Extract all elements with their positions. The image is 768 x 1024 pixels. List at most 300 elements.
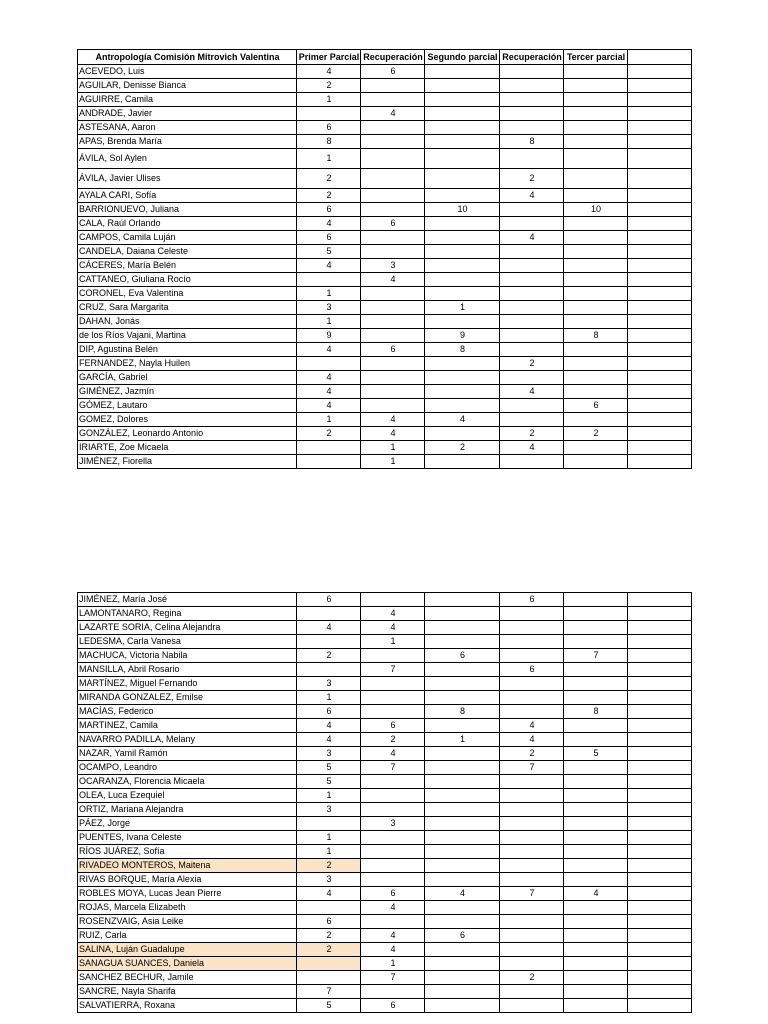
table-row — [78, 817, 692, 831]
grade-cell — [564, 343, 628, 357]
table-row — [78, 593, 692, 607]
student-name: OLEA, Luca Ezequiel — [78, 789, 297, 803]
grade-cell — [425, 747, 500, 761]
grade-cell — [628, 231, 692, 245]
student-name: CANDELA, Daiana Celeste — [78, 245, 297, 259]
grade-cell — [361, 315, 425, 329]
grade-cell: 4 — [361, 621, 425, 635]
grade-cell — [628, 999, 692, 1013]
grade-cell — [628, 245, 692, 259]
grade-cell: 1 — [425, 301, 500, 315]
grade-cell — [564, 455, 628, 469]
grade-cell: 3 — [361, 259, 425, 273]
grade-cell: 2 — [361, 733, 425, 747]
student-name: OCARANZA, Florencia Micaela — [78, 775, 297, 789]
student-name: JIMÉNEZ, Fiorella — [78, 455, 297, 469]
table-row — [78, 357, 692, 371]
grade-cell: 4 — [297, 343, 361, 357]
grade-cell — [361, 593, 425, 607]
student-name: ASTESANA, Aaron — [78, 121, 297, 135]
grade-cell: 4 — [500, 733, 564, 747]
header-empty — [628, 50, 692, 65]
grade-cell — [361, 189, 425, 203]
grade-cell — [628, 887, 692, 901]
grade-cell — [628, 455, 692, 469]
grade-cell — [425, 121, 500, 135]
grade-cell: 9 — [425, 329, 500, 343]
grade-cell — [628, 719, 692, 733]
grade-cell: 6 — [425, 649, 500, 663]
grade-cell — [361, 649, 425, 663]
grade-cell — [564, 135, 628, 149]
grade-cell: 4 — [297, 719, 361, 733]
grade-cell — [564, 607, 628, 621]
student-name: MACHUCA, Victoria Nabila — [78, 649, 297, 663]
grade-cell — [564, 943, 628, 957]
student-name: ROJAS, Marcela Elizabeth — [78, 901, 297, 915]
grade-cell: 1 — [425, 733, 500, 747]
table-row — [78, 845, 692, 859]
grade-cell — [564, 845, 628, 859]
grade-cell — [361, 789, 425, 803]
grade-cell: 4 — [500, 231, 564, 245]
grade-cell — [297, 357, 361, 371]
grade-cell — [628, 775, 692, 789]
table-row — [78, 663, 692, 677]
grade-cell — [425, 775, 500, 789]
table-row — [78, 775, 692, 789]
grade-cell — [564, 761, 628, 775]
grade-cell: 2 — [297, 169, 361, 189]
table-row — [78, 259, 692, 273]
grade-cell — [564, 621, 628, 635]
grade-cell: 2 — [297, 943, 361, 957]
grade-cell — [564, 231, 628, 245]
grade-cell: 4 — [297, 399, 361, 413]
grade-cell — [425, 357, 500, 371]
grade-cell — [628, 273, 692, 287]
grade-cell: 5 — [297, 999, 361, 1013]
grade-cell — [500, 873, 564, 887]
grade-cell — [564, 733, 628, 747]
grade-cell — [564, 189, 628, 203]
grade-cell: 8 — [564, 329, 628, 343]
table-row — [78, 231, 692, 245]
grade-cell — [500, 775, 564, 789]
student-name: CATTANEO, Giuliana Rocío — [78, 273, 297, 287]
grade-cell — [361, 149, 425, 169]
grade-cell — [297, 107, 361, 121]
student-name: FERNANDEZ, Nayla Huilen — [78, 357, 297, 371]
grade-cell — [628, 93, 692, 107]
student-name: CORONEL, Eva Valentina — [78, 287, 297, 301]
student-name: ORTIZ, Mariana Alejandra — [78, 803, 297, 817]
grade-cell: 4 — [361, 607, 425, 621]
table-row — [78, 189, 692, 203]
grade-cell: 4 — [361, 413, 425, 427]
grade-cell — [425, 845, 500, 859]
student-name: RIVAS BORQUE, María Alexia — [78, 873, 297, 887]
grade-cell — [564, 259, 628, 273]
grade-cell — [500, 93, 564, 107]
grade-cell — [564, 315, 628, 329]
grade-cell — [564, 107, 628, 121]
grade-cell — [425, 957, 500, 971]
grade-cell — [361, 691, 425, 705]
grade-cell: 1 — [297, 149, 361, 169]
grade-cell — [297, 441, 361, 455]
table-row — [78, 915, 692, 929]
grade-cell — [425, 663, 500, 677]
grade-cell — [500, 915, 564, 929]
grade-cell: 9 — [297, 329, 361, 343]
table-row — [78, 169, 692, 189]
grade-cell — [425, 691, 500, 705]
table-row — [78, 79, 692, 93]
grade-cell — [628, 635, 692, 649]
grade-cell: 4 — [361, 901, 425, 915]
grade-cell: 4 — [361, 747, 425, 761]
grade-cell — [297, 901, 361, 915]
grade-cell — [628, 343, 692, 357]
student-name: MANSILLA, Abril Rosario — [78, 663, 297, 677]
grade-cell — [297, 273, 361, 287]
grade-cell — [425, 231, 500, 245]
grade-cell — [564, 957, 628, 971]
grade-cell — [297, 455, 361, 469]
grade-cell: 5 — [297, 761, 361, 775]
grade-cell: 3 — [297, 803, 361, 817]
table-row — [78, 887, 692, 901]
grade-cell: 2 — [425, 441, 500, 455]
student-name: RÍOS JUÁREZ, Sofía — [78, 845, 297, 859]
student-name: AGUIRRE, Camila — [78, 93, 297, 107]
grade-cell — [564, 985, 628, 999]
grade-cell — [564, 413, 628, 427]
grade-cell: 4 — [361, 943, 425, 957]
grade-cell — [425, 427, 500, 441]
student-name: PUENTES, Ivana Celeste — [78, 831, 297, 845]
grade-cell — [361, 371, 425, 385]
grade-cell — [425, 371, 500, 385]
grade-cell — [500, 845, 564, 859]
grade-cell: 2 — [564, 427, 628, 441]
grade-cell — [564, 217, 628, 231]
student-name: BARRIONUEVO, Juliana — [78, 203, 297, 217]
grade-cell: 2 — [297, 929, 361, 943]
grade-cell — [564, 121, 628, 135]
grade-cell: 1 — [297, 413, 361, 427]
student-name: SANCHEZ BECHUR, Jamile — [78, 971, 297, 985]
grade-cell — [297, 635, 361, 649]
grade-cell: 4 — [361, 929, 425, 943]
grade-cell — [628, 607, 692, 621]
grade-cell — [628, 733, 692, 747]
grade-cell — [361, 357, 425, 371]
grade-cell: 8 — [425, 343, 500, 357]
grade-cell — [500, 259, 564, 273]
grade-cell — [564, 691, 628, 705]
grade-cell — [425, 971, 500, 985]
grade-cell — [425, 93, 500, 107]
student-name: JIMÉNEZ, María José — [78, 593, 297, 607]
grade-cell — [628, 217, 692, 231]
grade-cell — [361, 329, 425, 343]
grade-cell — [425, 287, 500, 301]
grade-cell — [425, 79, 500, 93]
grade-cell — [425, 761, 500, 775]
grade-cell: 7 — [564, 649, 628, 663]
grade-cell: 5 — [297, 245, 361, 259]
table-row — [78, 929, 692, 943]
grade-cell: 1 — [297, 315, 361, 329]
grade-cell — [425, 873, 500, 887]
grade-cell: 4 — [500, 441, 564, 455]
grade-cell — [425, 817, 500, 831]
grade-cell — [564, 635, 628, 649]
grade-cell — [628, 399, 692, 413]
grades-table-bottom — [77, 592, 692, 1013]
grade-cell — [297, 817, 361, 831]
grade-cell: 4 — [361, 107, 425, 121]
student-name: SANCRE, Nayla Sharifa — [78, 985, 297, 999]
grade-cell — [500, 399, 564, 413]
grade-cell — [628, 385, 692, 399]
student-name: AGUILAR, Denisse Bianca — [78, 79, 297, 93]
grade-cell — [500, 107, 564, 121]
student-name: LAZARTE SORIA, Celina Alejandra — [78, 621, 297, 635]
grade-cell: 2 — [500, 747, 564, 761]
grade-cell: 1 — [297, 691, 361, 705]
grade-cell: 2 — [297, 649, 361, 663]
grade-cell — [425, 677, 500, 691]
student-name: IRIARTE, Zoe Micaela — [78, 441, 297, 455]
table-row — [78, 649, 692, 663]
grade-cell — [361, 169, 425, 189]
student-name: LAMONTANARO, Regina — [78, 607, 297, 621]
grade-cell — [425, 135, 500, 149]
grade-cell — [628, 761, 692, 775]
grade-cell: 10 — [564, 203, 628, 217]
grade-cell — [500, 943, 564, 957]
grade-cell: 4 — [297, 733, 361, 747]
grade-cell: 2 — [500, 427, 564, 441]
grade-cell — [564, 929, 628, 943]
grade-cell: 2 — [500, 971, 564, 985]
grade-cell — [564, 245, 628, 259]
grade-cell — [361, 831, 425, 845]
grade-cell — [628, 79, 692, 93]
grade-cell — [425, 399, 500, 413]
table-row — [78, 287, 692, 301]
table-row — [78, 747, 692, 761]
header-recuperacion-2: Recuperación — [500, 50, 564, 65]
grade-cell — [564, 677, 628, 691]
grade-cell: 8 — [425, 705, 500, 719]
student-name: DAHAN, Jonás — [78, 315, 297, 329]
grade-cell — [564, 357, 628, 371]
grade-cell: 4 — [297, 259, 361, 273]
table-row — [78, 371, 692, 385]
grade-cell — [425, 943, 500, 957]
header-tercer-parcial: Tercer parcial — [564, 50, 628, 65]
grade-cell — [564, 441, 628, 455]
grade-cell — [425, 999, 500, 1013]
grade-cell — [628, 149, 692, 169]
grade-cell — [500, 301, 564, 315]
grade-cell — [500, 677, 564, 691]
grade-cell — [628, 371, 692, 385]
grade-cell — [361, 859, 425, 873]
grade-cell — [361, 399, 425, 413]
grade-cell — [628, 135, 692, 149]
grade-cell — [425, 607, 500, 621]
grade-cell: 4 — [564, 887, 628, 901]
grade-cell: 7 — [500, 887, 564, 901]
student-name: GÓMEZ, Lautaro — [78, 399, 297, 413]
grade-cell — [628, 649, 692, 663]
grade-cell — [500, 607, 564, 621]
student-name: RIVADEO MONTEROS, Maitena — [78, 859, 297, 873]
grade-cell — [564, 915, 628, 929]
grade-cell — [425, 107, 500, 121]
table-row — [78, 245, 692, 259]
grade-cell: 2 — [297, 859, 361, 873]
table-row — [78, 859, 692, 873]
student-name: PÁEZ, Jorge — [78, 817, 297, 831]
grade-cell — [297, 971, 361, 985]
table-row — [78, 343, 692, 357]
grade-cell — [500, 65, 564, 79]
grade-cell: 1 — [361, 635, 425, 649]
grade-cell — [564, 789, 628, 803]
student-name: SANAGUA SUANCES, Daniela — [78, 957, 297, 971]
grade-cell — [628, 971, 692, 985]
grade-cell: 2 — [297, 427, 361, 441]
grade-cell — [361, 677, 425, 691]
table-row — [78, 691, 692, 705]
student-name: AYALA CARI, Sofía — [78, 189, 297, 203]
student-name: SALVATIERRA, Roxana — [78, 999, 297, 1013]
grade-cell: 8 — [564, 705, 628, 719]
grade-cell — [628, 413, 692, 427]
table-row — [78, 329, 692, 343]
table-row — [78, 203, 692, 217]
grade-cell — [500, 817, 564, 831]
grade-cell — [361, 915, 425, 929]
table-row — [78, 635, 692, 649]
student-name: NAZAR, Yamil Ramón — [78, 747, 297, 761]
grade-cell: 4 — [297, 621, 361, 635]
table-row — [78, 789, 692, 803]
grade-cell — [425, 245, 500, 259]
student-name: APAS, Brenda María — [78, 135, 297, 149]
grade-cell — [628, 817, 692, 831]
grade-cell — [628, 705, 692, 719]
grade-cell — [361, 705, 425, 719]
grade-cell — [564, 287, 628, 301]
grade-cell — [628, 957, 692, 971]
grade-cell — [628, 691, 692, 705]
table-row — [78, 399, 692, 413]
student-name: MIRANDA GONZALEZ, Emilse — [78, 691, 297, 705]
table-row — [78, 427, 692, 441]
table-row — [78, 135, 692, 149]
table-row — [78, 803, 692, 817]
grade-cell — [500, 343, 564, 357]
grade-cell — [500, 803, 564, 817]
student-name: ROBLES MOYA, Lucas Jean Pierre — [78, 887, 297, 901]
table-row — [78, 621, 692, 635]
table-row — [78, 455, 692, 469]
grade-cell: 6 — [361, 217, 425, 231]
student-name: MARTINEZ, Camila — [78, 719, 297, 733]
grade-cell — [628, 107, 692, 121]
grade-cell: 6 — [361, 719, 425, 733]
student-name: SALINA, Luján Guadalupe — [78, 943, 297, 957]
grade-cell: 10 — [425, 203, 500, 217]
grades-table-top — [77, 49, 692, 469]
student-name: ANDRADE, Javier — [78, 107, 297, 121]
grade-cell — [361, 121, 425, 135]
grade-cell: 2 — [297, 189, 361, 203]
grade-cell — [500, 287, 564, 301]
grade-cell — [425, 719, 500, 733]
grade-cell — [297, 607, 361, 621]
grade-cell — [628, 985, 692, 999]
grade-cell: 3 — [297, 301, 361, 315]
grade-cell — [361, 385, 425, 399]
student-name: ÁVILA, Javier Ulises — [78, 169, 297, 189]
grade-cell: 3 — [361, 817, 425, 831]
grade-cell — [628, 859, 692, 873]
grade-cell — [425, 901, 500, 915]
grade-cell — [500, 273, 564, 287]
grade-cell — [564, 93, 628, 107]
grade-cell — [564, 79, 628, 93]
student-name: GOMEZ, Dolores — [78, 413, 297, 427]
grade-cell: 1 — [297, 831, 361, 845]
grade-cell — [628, 831, 692, 845]
header-row — [78, 50, 692, 65]
grade-cell — [361, 845, 425, 859]
table-row — [78, 943, 692, 957]
grade-cell — [500, 957, 564, 971]
grade-cell: 4 — [500, 189, 564, 203]
grade-cell: 4 — [500, 719, 564, 733]
grade-cell: 8 — [297, 135, 361, 149]
grade-cell: 6 — [297, 203, 361, 217]
table-row — [78, 677, 692, 691]
grade-cell — [628, 677, 692, 691]
grade-cell — [361, 135, 425, 149]
grade-cell — [628, 287, 692, 301]
grade-cell — [425, 149, 500, 169]
grade-cell — [500, 789, 564, 803]
grade-cell — [628, 663, 692, 677]
student-name: DIP, Agustina Belén — [78, 343, 297, 357]
grade-cell: 2 — [297, 79, 361, 93]
grade-cell — [628, 747, 692, 761]
grade-cell — [361, 203, 425, 217]
grade-cell — [425, 259, 500, 273]
grade-cell: 3 — [297, 873, 361, 887]
grade-cell — [425, 189, 500, 203]
grade-cell — [500, 245, 564, 259]
grade-cell — [564, 663, 628, 677]
grade-cell: 1 — [361, 441, 425, 455]
table-row — [78, 301, 692, 315]
